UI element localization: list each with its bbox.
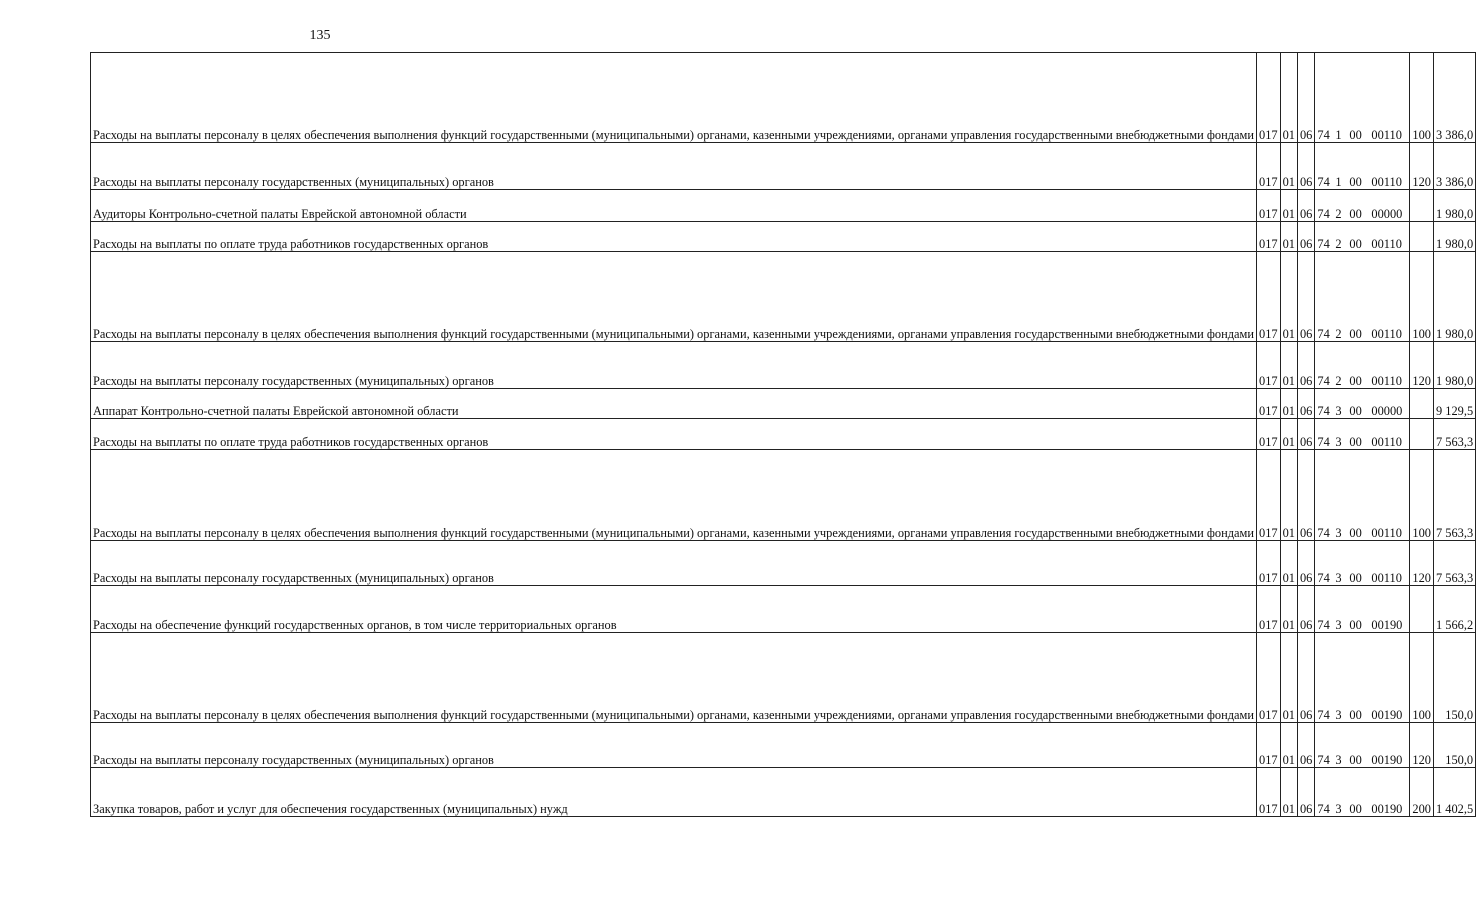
target-article-part: 00	[1349, 175, 1362, 189]
expense-type-cell: 100	[1410, 252, 1434, 342]
ministry-code-cell: 017	[1257, 723, 1281, 768]
amount-cell: 1 402,5	[1433, 768, 1475, 817]
expense-type-cell: 120	[1410, 342, 1434, 389]
expense-name-cell: Расходы на выплаты персоналу в целях обеспечения выполнения функций государственными (муниципальными) органами, казенными учреждениями, органами управления государственными внебюджетными фондами	[91, 252, 1257, 342]
expense-name-cell: Аудиторы Контрольно-счетной палаты Еврейской автономной области	[91, 190, 1257, 222]
target-article-cell	[1315, 586, 1410, 633]
table-row	[91, 53, 1476, 143]
target-article-part: 00	[1349, 435, 1362, 449]
section-cell: 01	[1280, 222, 1297, 252]
target-article-cell	[1315, 143, 1410, 190]
amount-cell: 3 386,0	[1433, 143, 1475, 190]
ministry-code-cell: 017	[1257, 252, 1281, 342]
target-article-part: 3	[1335, 753, 1342, 767]
target-article-part: 00	[1349, 571, 1362, 585]
section-cell: 01	[1280, 541, 1297, 586]
target-article-part: 3	[1335, 526, 1342, 540]
ministry-code-cell: 017	[1257, 389, 1281, 419]
subsection-cell: 06	[1297, 389, 1314, 419]
expense-name-cell: Расходы на выплаты персоналу государственных (муниципальных) органов	[91, 342, 1257, 389]
amount-cell: 9 129,5	[1433, 389, 1475, 419]
table-row	[91, 586, 1476, 633]
budget-table	[90, 52, 1476, 817]
subsection-cell: 06	[1297, 586, 1314, 633]
section-cell: 01	[1280, 586, 1297, 633]
target-article-part: 00	[1349, 374, 1362, 388]
ministry-code-cell: 017	[1257, 541, 1281, 586]
target-article-part: 00000	[1371, 207, 1403, 221]
target-article-part: 1	[1335, 175, 1342, 189]
target-article-part: 3	[1335, 404, 1342, 418]
table-row	[91, 541, 1476, 586]
target-article-part: 00110	[1371, 327, 1402, 341]
target-article-part: 3	[1335, 618, 1342, 632]
target-article-part: 2	[1335, 327, 1342, 341]
section-cell: 01	[1280, 723, 1297, 768]
expense-name-cell: Закупка товаров, работ и услуг для обеспечения государственных (муниципальных) нужд	[91, 768, 1257, 817]
target-article-part: 00	[1349, 753, 1362, 767]
expense-type-cell	[1410, 586, 1434, 633]
target-article-part: 00	[1349, 327, 1362, 341]
expense-type-cell: 120	[1410, 723, 1434, 768]
expense-type-cell: 100	[1410, 633, 1434, 723]
target-article-part: 74	[1317, 374, 1330, 388]
amount-cell: 7 563,3	[1433, 419, 1475, 450]
target-article-part: 00	[1349, 618, 1362, 632]
expense-type-cell: 200	[1410, 768, 1434, 817]
table-row	[91, 419, 1476, 450]
target-article-part: 00110	[1371, 435, 1402, 449]
subsection-cell: 06	[1297, 541, 1314, 586]
target-article-part: 74	[1317, 128, 1330, 142]
target-article-part: 00110	[1371, 237, 1402, 251]
expense-type-cell: 100	[1410, 450, 1434, 541]
section-cell: 01	[1280, 143, 1297, 190]
target-article-part: 74	[1317, 802, 1330, 816]
ministry-code-cell: 017	[1257, 143, 1281, 190]
expense-name-cell: Расходы на выплаты персоналу государственных (муниципальных) органов	[91, 723, 1257, 768]
ministry-code-cell: 017	[1257, 342, 1281, 389]
expense-name-cell: Расходы на выплаты персоналу в целях обеспечения выполнения функций государственными (муниципальными) органами, казенными учреждениями, органами управления государственными внебюджетными фондами	[91, 633, 1257, 723]
section-cell: 01	[1280, 450, 1297, 541]
target-article-cell	[1315, 541, 1410, 586]
ministry-code-cell: 017	[1257, 419, 1281, 450]
target-article-part: 00	[1349, 526, 1362, 540]
ministry-code-cell: 017	[1257, 768, 1281, 817]
page-number: 135	[309, 28, 331, 43]
table-row	[91, 143, 1476, 190]
target-article-part: 00	[1349, 708, 1362, 722]
target-article-part: 00110	[1371, 526, 1402, 540]
table-body	[91, 53, 1476, 817]
amount-cell: 1 980,0	[1433, 190, 1475, 222]
table-row	[91, 222, 1476, 252]
subsection-cell: 06	[1297, 190, 1314, 222]
target-article-part: 2	[1335, 207, 1342, 221]
expense-type-cell	[1410, 389, 1434, 419]
target-article-part: 2	[1335, 237, 1342, 251]
target-article-cell	[1315, 252, 1410, 342]
section-cell: 01	[1280, 252, 1297, 342]
expense-name-cell: Аппарат Контрольно-счетной палаты Еврейской автономной области	[91, 389, 1257, 419]
target-article-part: 00190	[1371, 618, 1403, 632]
target-article-cell	[1315, 419, 1410, 450]
ministry-code-cell: 017	[1257, 190, 1281, 222]
target-article-part: 00110	[1371, 175, 1402, 189]
table-row	[91, 633, 1476, 723]
table-row	[91, 723, 1476, 768]
amount-cell: 3 386,0	[1433, 53, 1475, 143]
section-cell: 01	[1280, 768, 1297, 817]
target-article-cell	[1315, 190, 1410, 222]
target-article-cell	[1315, 222, 1410, 252]
target-article-part: 74	[1317, 708, 1330, 722]
ministry-code-cell: 017	[1257, 586, 1281, 633]
subsection-cell: 06	[1297, 143, 1314, 190]
subsection-cell: 06	[1297, 342, 1314, 389]
target-article-part: 74	[1317, 207, 1330, 221]
table-row	[91, 389, 1476, 419]
target-article-cell	[1315, 768, 1410, 817]
subsection-cell: 06	[1297, 53, 1314, 143]
target-article-part: 2	[1335, 374, 1342, 388]
target-article-part: 74	[1317, 327, 1330, 341]
target-article-cell	[1315, 633, 1410, 723]
target-article-part: 00110	[1371, 374, 1402, 388]
table-row	[91, 768, 1476, 817]
ministry-code-cell: 017	[1257, 450, 1281, 541]
subsection-cell: 06	[1297, 222, 1314, 252]
target-article-part: 74	[1317, 526, 1330, 540]
amount-cell: 1 980,0	[1433, 342, 1475, 389]
expense-type-cell	[1410, 419, 1434, 450]
target-article-cell	[1315, 450, 1410, 541]
target-article-part: 3	[1335, 571, 1342, 585]
target-article-cell	[1315, 342, 1410, 389]
expense-type-cell: 100	[1410, 53, 1434, 143]
amount-cell: 7 563,3	[1433, 450, 1475, 541]
target-article-part: 00	[1349, 207, 1362, 221]
target-article-part: 74	[1317, 753, 1330, 767]
section-cell: 01	[1280, 419, 1297, 450]
expense-name-cell: Расходы на выплаты персоналу в целях обеспечения выполнения функций государственными (муниципальными) органами, казенными учреждениями, органами управления государственными внебюджетными фондами	[91, 450, 1257, 541]
target-article-part: 3	[1335, 802, 1342, 816]
amount-cell: 150,0	[1433, 633, 1475, 723]
target-article-part: 00190	[1371, 753, 1403, 767]
target-article-part: 74	[1317, 435, 1330, 449]
section-cell: 01	[1280, 342, 1297, 389]
amount-cell: 1 566,2	[1433, 586, 1475, 633]
target-article-part: 00110	[1371, 128, 1402, 142]
amount-cell: 150,0	[1433, 723, 1475, 768]
table-row	[91, 342, 1476, 389]
target-article-part: 00	[1349, 404, 1362, 418]
target-article-part: 74	[1317, 571, 1330, 585]
expense-name-cell: Расходы на выплаты по оплате труда работников государственных органов	[91, 419, 1257, 450]
subsection-cell: 06	[1297, 450, 1314, 541]
ministry-code-cell: 017	[1257, 53, 1281, 143]
section-cell: 01	[1280, 633, 1297, 723]
section-cell: 01	[1280, 190, 1297, 222]
subsection-cell: 06	[1297, 768, 1314, 817]
target-article-part: 1	[1335, 128, 1342, 142]
target-article-part: 00	[1349, 802, 1362, 816]
target-article-cell	[1315, 723, 1410, 768]
section-cell: 01	[1280, 53, 1297, 143]
target-article-part: 74	[1317, 175, 1330, 189]
table-row	[91, 252, 1476, 342]
subsection-cell: 06	[1297, 633, 1314, 723]
target-article-part: 00	[1349, 237, 1362, 251]
expense-type-cell	[1410, 190, 1434, 222]
expense-name-cell: Расходы на выплаты по оплате труда работников государственных органов	[91, 222, 1257, 252]
target-article-part: 00110	[1371, 571, 1402, 585]
amount-cell: 7 563,3	[1433, 541, 1475, 586]
amount-cell: 1 980,0	[1433, 252, 1475, 342]
section-cell: 01	[1280, 389, 1297, 419]
target-article-part: 00	[1349, 128, 1362, 142]
expense-type-cell: 120	[1410, 541, 1434, 586]
expense-name-cell: Расходы на выплаты персоналу в целях обеспечения выполнения функций государственными (муниципальными) органами, казенными учреждениями, органами управления государственными внебюджетными фондами	[91, 53, 1257, 143]
table-row	[91, 450, 1476, 541]
subsection-cell: 06	[1297, 419, 1314, 450]
target-article-part: 74	[1317, 237, 1330, 251]
target-article-part: 74	[1317, 404, 1330, 418]
expense-name-cell: Расходы на выплаты персоналу государственных (муниципальных) органов	[91, 541, 1257, 586]
target-article-part: 00000	[1371, 404, 1403, 418]
expense-name-cell: Расходы на обеспечение функций государственных органов, в том числе территориальных органов	[91, 586, 1257, 633]
ministry-code-cell: 017	[1257, 222, 1281, 252]
target-article-part: 3	[1335, 435, 1342, 449]
expense-type-cell	[1410, 222, 1434, 252]
expense-type-cell: 120	[1410, 143, 1434, 190]
expense-name-cell: Расходы на выплаты персоналу государственных (муниципальных) органов	[91, 143, 1257, 190]
subsection-cell: 06	[1297, 252, 1314, 342]
target-article-cell	[1315, 53, 1410, 143]
ministry-code-cell: 017	[1257, 633, 1281, 723]
table-row	[91, 190, 1476, 222]
target-article-part: 3	[1335, 708, 1342, 722]
target-article-part: 00190	[1371, 708, 1403, 722]
target-article-cell	[1315, 389, 1410, 419]
target-article-part: 00190	[1371, 802, 1403, 816]
subsection-cell: 06	[1297, 723, 1314, 768]
amount-cell: 1 980,0	[1433, 222, 1475, 252]
target-article-part: 74	[1317, 618, 1330, 632]
